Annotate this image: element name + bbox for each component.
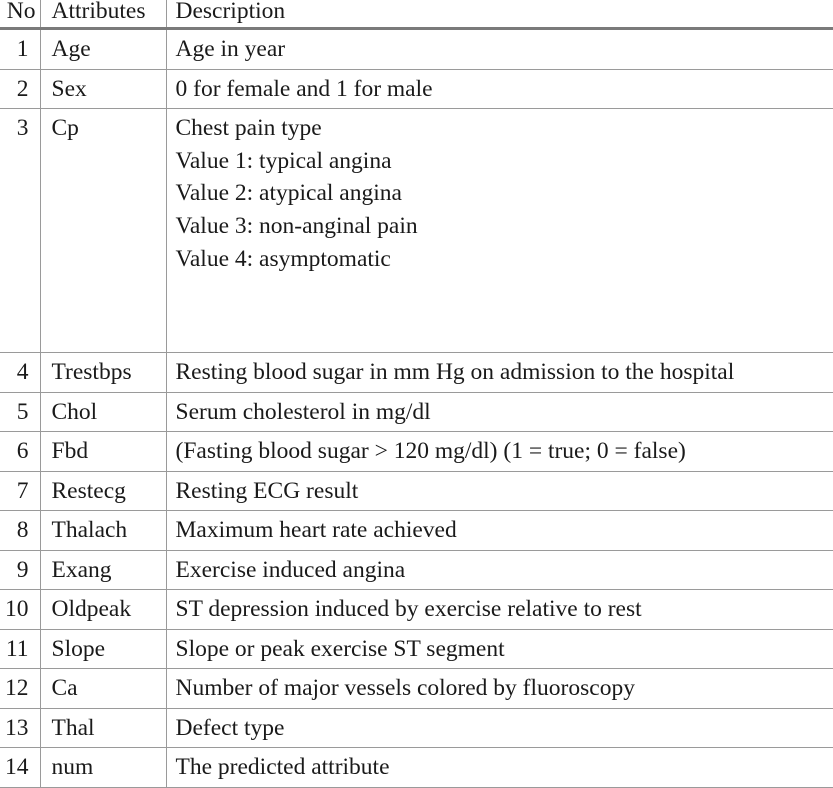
attribute-description: [166, 29, 833, 70]
description-line: Value 4: asymptomatic: [176, 243, 833, 276]
table-row: [0, 708, 833, 748]
row-number: 2: [0, 69, 40, 109]
attribute-name: Thalach: [40, 511, 166, 551]
table-row: [0, 471, 833, 511]
table-body: [0, 29, 833, 788]
description-line: Slope or peak exercise ST segment: [176, 633, 833, 666]
table-row: [0, 353, 833, 393]
description-line: Age in year: [176, 33, 833, 66]
table-header: [0, 0, 833, 29]
row-number: 11: [0, 629, 40, 669]
attribute-name: Oldpeak: [40, 590, 166, 630]
row-number: 6: [0, 432, 40, 472]
attribute-description: [166, 748, 833, 788]
attribute-description: [166, 471, 833, 511]
description-line: Resting blood sugar in mm Hg on admission to the hospital: [176, 356, 833, 389]
row-number: 12: [0, 669, 40, 709]
description-line: Value 2: atypical angina: [176, 177, 833, 210]
attribute-name: Fbd: [40, 432, 166, 472]
table-row: [0, 511, 833, 551]
attribute-description: [166, 109, 833, 353]
attribute-name: Trestbps: [40, 353, 166, 393]
table-row: [0, 432, 833, 472]
description-line: Serum cholesterol in mg/dl: [176, 396, 833, 429]
table-row: [0, 748, 833, 788]
row-number: 1: [0, 29, 40, 70]
description-line: Exercise induced angina: [176, 554, 833, 587]
attribute-description: [166, 629, 833, 669]
header-description: Description: [166, 0, 833, 29]
description-line: (Fasting blood sugar > 120 mg/dl) (1 = true; 0 = false): [176, 435, 833, 468]
attribute-name: Cp: [40, 109, 166, 353]
table-row: [0, 29, 833, 70]
table-row: [0, 109, 833, 353]
attribute-description: [166, 432, 833, 472]
table-row: [0, 669, 833, 709]
attribute-name: Ca: [40, 669, 166, 709]
description-line: Value 3: non-anginal pain: [176, 210, 833, 243]
row-number: 13: [0, 708, 40, 748]
attribute-description: [166, 392, 833, 432]
attribute-description: [166, 69, 833, 109]
description-line: The predicted attribute: [176, 751, 833, 784]
header-row: [0, 0, 833, 29]
attribute-name: Thal: [40, 708, 166, 748]
attribute-description: [166, 708, 833, 748]
attribute-name: Exang: [40, 550, 166, 590]
attribute-name: Chol: [40, 392, 166, 432]
description-line: Maximum heart rate achieved: [176, 514, 833, 547]
description-line: Defect type: [176, 712, 833, 745]
attribute-description: [166, 590, 833, 630]
row-number: 7: [0, 471, 40, 511]
description-line: 0 for female and 1 for male: [176, 73, 833, 106]
attribute-description: [166, 353, 833, 393]
table-row: [0, 629, 833, 669]
attribute-name: Slope: [40, 629, 166, 669]
row-number: 14: [0, 748, 40, 788]
attribute-description: [166, 669, 833, 709]
table-row: [0, 550, 833, 590]
description-line: ST depression induced by exercise relative to rest: [176, 593, 833, 626]
row-number: 10: [0, 590, 40, 630]
row-number: 8: [0, 511, 40, 551]
table-row: [0, 69, 833, 109]
row-number: 4: [0, 353, 40, 393]
description-line: Number of major vessels colored by fluoroscopy: [176, 672, 833, 705]
description-line: Chest pain type: [176, 112, 833, 145]
attribute-description: [166, 550, 833, 590]
row-number: 5: [0, 392, 40, 432]
header-attributes: Attributes: [40, 0, 166, 29]
attribute-description: [166, 511, 833, 551]
attribute-name: Restecg: [40, 471, 166, 511]
table-row: [0, 392, 833, 432]
attribute-name: Age: [40, 29, 166, 70]
table-row: [0, 590, 833, 630]
row-number: 3: [0, 109, 40, 353]
attribute-name: Sex: [40, 69, 166, 109]
row-number: 9: [0, 550, 40, 590]
description-line: Resting ECG result: [176, 475, 833, 508]
header-no: No: [0, 0, 40, 29]
attribute-name: num: [40, 748, 166, 788]
description-line: Value 1: typical angina: [176, 145, 833, 178]
